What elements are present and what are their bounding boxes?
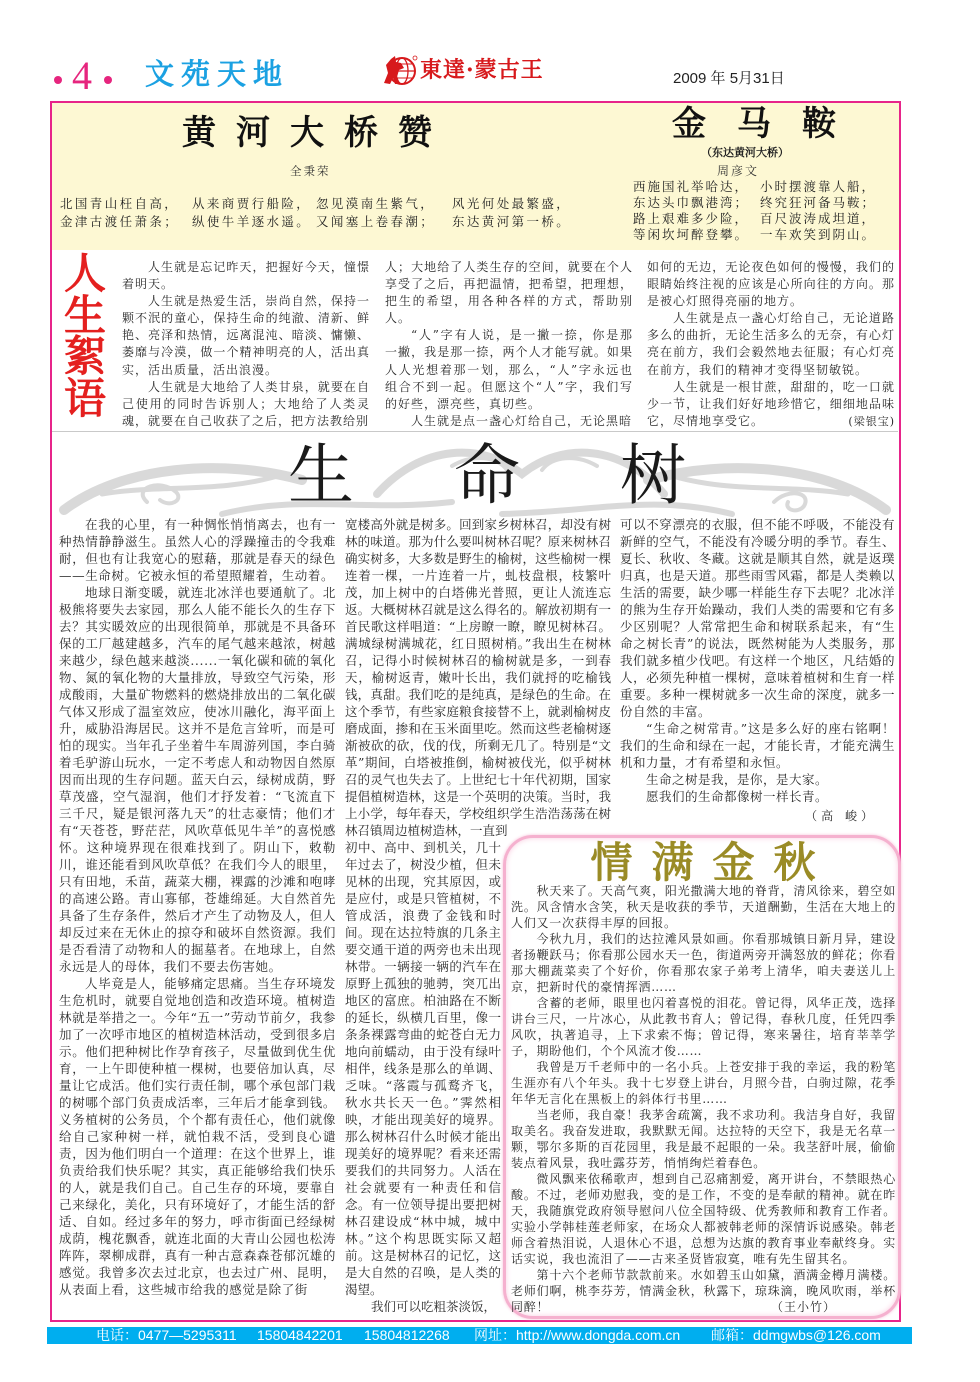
poem-line: 西施国礼举哈达，: [633, 179, 750, 194]
author-signature: （王小竹）: [770, 1300, 836, 1314]
article-column: [647, 259, 895, 430]
paragraph: 初中、高中、到机关，几十年过去了，树没少植，但未见林的出现，究其原因，或是应付，或是只管植树，不管成活，浪费了金钱和时间。现在达拉特旗的几条主要交通干道的两旁也未出现林带。一辆接一辆的汽车在原野上孤独的驰骋，突兀出地区的富庶。柏油路在不断的延长，纵横几百里，像一条条裸露弯曲的蛇苍白无力地向前蠕动，由于没有绿叶相伴，线条是那么的单调、乏味。“落霞与孤鹜齐飞，秋水共长天一色。”霁然相映，才能出现美好的境界。那么树林召什么时候才能出现美好的境界呢？看来还需要我们的共同努力。人活在社会就要有一种责任和信念。有一位领导提出要把树林召建设成“林中城，城中林。”这个构思既实际又超前。这是树林召的记忆，这是大自然的召唤，是人类的渴望。: [345, 840, 501, 1297]
paragraph: 愿我们的生命都像树一样长青。: [646, 789, 829, 804]
article-column: [345, 516, 611, 839]
article-title: 情满金秋: [590, 838, 835, 887]
paragraph: 微风飘来依稀歌声，想到自己忍痛割爱，离开讲台，不禁眼热心酸。不过，老师劝慰我，变的是工作，不变的是奉献的精神。就在昨天，我随旗党政府领导慰问八位全国特级、优秀教师和教育工作者。实验小学韩桂莲老师家，在场众人都被韩老师的深情诉说感染。韩老师含着热泪说，人退休心不退，总想为达旗的教育事业奉献终身。实话实说，我也流泪了——古来圣贤皆寂寞，唯有先生留其名。: [511, 1172, 896, 1266]
section-divider: [52, 431, 898, 432]
phone-number: 15804812268: [364, 1327, 450, 1343]
poem-line: 小时摆渡靠人船，: [760, 179, 877, 194]
paragraph: “人”字有人说，是一撇一捺，你是那一撇，我是那一捺，两个人才能写就。如果人人光想着那一划，那么，“人”字永远也组合不到一起。但愿这个“人”字，我们写的好些，漂亮些，真切些。: [385, 328, 633, 411]
issue-date: 2009 年 5月31日: [673, 70, 785, 87]
page-number: 4: [72, 53, 92, 98]
paragraph: 人生就是忘记昨天，把握好今天，憧憬着明天。: [122, 260, 370, 292]
website-label: 网址：: [474, 1327, 516, 1343]
paragraph-text: 第十六个老师节款款前来。水如碧玉山如黛，酒满金樽月满楼。老师们啊，桃李芬芳，情满金秋，秋露下，琼珠滴，晚风吹雨，举杯同醉！: [511, 1268, 896, 1314]
poem-line: 金津古渡任萧条；: [60, 214, 180, 229]
paragraph: 人生就是点一盏心灯给自己，无论道路多么的曲折，无论生活多么的无奈，有心灯亮在前方，我们会毅然地去征服；有心灯亮在前方，我们的精神才变得坚韧敏锐。: [647, 311, 895, 377]
poem-author: 全秉荣: [290, 164, 331, 178]
paragraph: 含蓄的老师，眼里也闪着喜悦的泪花。曾记得，风华正茂，选择讲台三尺，一片冰心，从此教书育人；曾记得，春秋几度，任凭四季风吹，执著追寻，上下求索不悔；曾记得，寒来暑往，培育莘莘学子，期盼他们，个个风流才俊……: [511, 996, 896, 1058]
poem-line: 一车欢笑到阴山。: [760, 227, 877, 242]
email-link[interactable]: ddmgwbs@126.com: [753, 1327, 881, 1343]
poem-column: [452, 195, 571, 231]
poem-subtitle: （东达黄河大桥）: [701, 147, 789, 159]
paragraph: 人生就是点一盏心灯给自己，无论黑暗: [411, 413, 633, 428]
phone-number: 15804842201: [257, 1327, 343, 1343]
website-link[interactable]: http://www.dongda.com.cn: [516, 1327, 681, 1343]
poem-author: 周彦文: [716, 164, 759, 178]
paragraph: 在我的心里，有一种惆怅悄悄离去，也有一种热情静静滋生。虽然人心的浮躁撞击的令我难耐，但也有让我宽心的慰藉，那就是春天的绿色——生命树。它被永恒的希望照耀着，生动着。: [59, 517, 336, 583]
paragraph: 如何的无边，无论夜色如何的慢慢，我们的眼睛始终注视的应该是心所向往的方向。那是被心灯照得亮丽的地方。: [647, 260, 895, 309]
bullet-dot-icon: [54, 76, 62, 84]
poem-column: [192, 195, 311, 231]
poem-line: 从来商贾行船险，: [192, 196, 312, 211]
article-column: [620, 516, 895, 825]
phone-info: [96, 1327, 237, 1344]
paragraph: 可以不穿漂亮的衣服，但不能不呼吸，不能没有新鲜的空气，不能没有冷暖分明的季节。春生、夏长、秋收、冬藏。这就是顺其自然，就是返璞归真，也是天道。那些雨雪风霜，都是人类赖以生活的需要，缺少哪一样能生存下去呢？北冰洋的熊为生存开始躁动，我们人类的需要和它有多少区别呢？人常常把生命和树联系起来，有“生命之树长青”的说法，既然树能为人类服务，那我们就多植少伐吧。有这样一个地区，凡结婚的人，必须先种植一棵树，意味着植树和生育一样重要。多种一棵树就多一次生命的深度，就多一份自然的丰富。: [620, 517, 895, 719]
article-column: [385, 259, 633, 430]
paragraph: 秋天来了。天高气爽，阳光撒满大地的脊背，清风徐来，碧空如洗。风含情水含笑，秋天是收获的季节，天道酬勤，生活在大地上的人们又一次获得丰厚的回报。: [511, 884, 896, 930]
phone-label: 电话：: [96, 1327, 138, 1343]
paragraph: 今秋九月，我们的达拉滩风景如画。你看那城镇日新月异，建设者扬鞭跃马；你看那公园水天一色，街道两旁开满怒放的鲜花；你看那大棚蔬菜卖了个好价，你看那农家子弟考上清华，咱夫妻送儿上京，把新时代的豪情挥洒……: [511, 932, 896, 994]
poem-title: 金马鞍: [672, 105, 867, 143]
poem-column: [60, 195, 179, 231]
article-title: 生命树: [288, 437, 786, 514]
author-signature: (梁银宝): [848, 414, 895, 428]
email-info: [711, 1327, 881, 1344]
paragraph: 我曾是万千老师中的一名小兵。上苍安排于我的幸运，我的粉笔生涯亦有八个年头。我十七岁登上讲台，月照今昔，白驹过隙，花季年华无言化在黑板上的斜体行书里……: [511, 1060, 896, 1106]
poem-line: 东达黄河第一桥。: [452, 214, 572, 229]
paragraph: 宽楼高外就是树多。回到家乡树林召，却没有树林的味道。那为什么要叫树林召呢？原来树林召确实树多，大多数是野生的榆树，这些榆树一棵连着一棵，一片连着一片，虬枝盘根，枝繁叶茂，加上树中的白塔佛光普照，更让人流连忘返。大概树林召就是这么得名的。解放初期有一首民歌这样唱道：“上房瞭一瞭，瞭见树林召。满城绿树满城花，红日照树梢。”我出生在树林召，记得小时候树林召的榆树就是多，一到春天，榆树返青，嫩叶长出，我们就捋的吃榆钱钱，真甜。我们吃的是纯真，是绿色的生命。在这个季节，有些家庭粮食接替不上，就剥榆树皮磨成面，掺和在玉米面里吃。然而这些老榆树逐渐被砍的砍，伐的伐，所剩无几了。特别是“文革”期间，白塔被推倒，榆树被伐光，似乎树林召的灵气也失去了。上世纪七十年代初期，国家提倡植树造林，这是一个英明的决策。当时，我上小学，每年春天，学校组织学生浩浩荡荡在树林召镇周边植树造林，一直到: [345, 517, 611, 838]
poem-column: [633, 179, 749, 243]
poem-line: 等闲坎坷醉登攀。: [633, 227, 750, 242]
paragraph: 人生就是热爱生活，崇尚自然，保持一颗不泯的童心，保持生命的纯澈、清新、鲜艳、亮泽和热情，远离混沌、暗淡、慵懒、萎靡与冷漠，做一个精神明亮的人，活出真实，活出质量，活出浪漫。: [122, 294, 370, 377]
poem-line: 风光何处最繁盛，: [452, 196, 572, 211]
website-info: [474, 1327, 680, 1344]
poem-title: 黄河大桥赞: [182, 113, 452, 153]
email-label: 邮箱：: [711, 1327, 753, 1343]
poem-column: [760, 179, 876, 243]
article-column: [122, 259, 370, 430]
poem-line: 路上艰难多少险，: [633, 211, 750, 226]
article-column: [345, 839, 501, 1315]
logo-emblem-icon: [382, 53, 418, 87]
poem-line: 北国青山枉自高，: [60, 196, 180, 211]
poem-line: 纵使牛羊逐水遥。: [192, 214, 312, 229]
paragraph: 人生就是大地给了人类甘泉，就要在自己使用的同时告诉别人；大地给了人类灵魂，就要在自己收获了之后，把方法教给别: [122, 379, 370, 428]
poem-line: 百尺波涛成坦道，: [760, 211, 877, 226]
paragraph: “生命之树常青。”这是多么好的座右铭啊！我们的生命和绿在一起，才能长青，才能充满生机和力量，才有希望和永恒。: [620, 721, 895, 770]
contact-footer: [47, 1327, 912, 1344]
poem-column: [316, 195, 435, 231]
paragraph: [511, 1267, 896, 1315]
section-title: 文苑天地: [145, 57, 290, 91]
article-heading: 人生絮语: [64, 250, 107, 422]
paragraph: 地球日渐变暖，就连北冰洋也要通航了。北极熊将要失去家园，那么人能不能长久的生存下去？其实暖效应的出现很简单，那就是不具备环保的工厂越建越多，汽车的尾气越来越浓，树越来越少，绿色越来越淡......一氧化碳和硫的氧化物、氮的氧化物的大量排放，导致空气污染，形成酸雨，大量矿物燃料的燃烧排放出的二氧化碳气体又形成了温室效应，使冰川融化，海平面上升，威胁沿海居民。这并不是危言耸听，而是可怕的现实。当年孔子坐着牛车周游列国，李白骑着毛驴游山玩水，一定不考虑人和动物因自然原因而出现的生存问题。蓝天白云，绿树成荫，野草茂盛，空气湿润，他们才抒发着：“飞流直下三千尺，疑是银河落九天”的壮志豪情；他们才有“天苍苍，野茫茫，风吹草低见牛羊”的喜悦感怀。这种境界现在很难找到了。阴山下，敕勒川，谁还能看到风吹草低？在我们今人的眼里，只有田地，禾苗，蔬菜大棚，裸露的沙滩和咆哮的高速公路。青山寡郁，苍雄绵延。大自然首先具备了生存条件，然后才产生了动物及人，但人却反过来在无休止的掠夺和破坏自然资源。我们是否看清了动物和人的掘墓者。在地球上，自然永远是人的母体，我们不要去伤害她。: [59, 585, 336, 974]
article-column: [59, 516, 336, 1298]
paragraph: 人；大地给了人类生存的空间，就要在个人享受了之后，再把温情，把希望，把理想，把生的希望，用各种各样的方式，帮助别人。: [385, 260, 633, 326]
phone-number: 0477—5295311: [138, 1327, 237, 1343]
paragraph: [647, 379, 895, 430]
paragraph-text: 人生就是一根甘蔗，甜甜的，吃一口就少一节，让我们好好地珍惜它，细细地品味它，尽情地享受它。: [647, 379, 895, 428]
author-signature: （高 峻）: [805, 809, 877, 823]
paragraph: 当老师，我自豪！我茅舍疏篱，我不求功利。我洁身自好，我留取美名。我奋发进取，我默默无闻。达拉特的天空下，我是无名草一颗，鄂尔多斯的百花园里，我是最不起眼的一朵。我茎舒叶展，偷偷装点着风景，我吐露芬芳，悄悄绚烂着春色。: [511, 1108, 896, 1170]
bullet-dot-icon: [104, 76, 112, 84]
golden-autumn-article: [511, 883, 896, 1315]
logo-text: 東達·蒙古王: [420, 57, 544, 83]
paragraph: 人毕竟是人，能够痛定思痛。当生存环境发生危机时，就要自觉地创造和改造环境。植树造林就是举措之一。今年“五一”劳动节前夕，我参加了一次呼市地区的植树造林活动，受到很多启示。他们把种树比作孕育孩子，尽量做到优生优育，一上午即使种植一棵树，也要倍加认真，尽量让它成活。他们实行责任制，哪个承包部门栽的树哪个部门负责成活率，三年后才能拿到钱。义务植树的公务员，个个都有责任心，他们就像给自己家种树一样，就怕栽不活，受到良心谴责，因为他们明白一个道理：在这个世界上，谁负责给我们快乐呢？其实，真正能够给我们快乐的人，就是我们自己。自己生存的环境，要靠自己来绿化，美化，只有环境好了，才能生活的舒适、自如。经过多年的努力，呼市街面已经绿树成荫，槐花飘香，就连北面的大青山公园也松涛阵阵，翠柳成群，真有一种古意森森苍郁沉雄的感觉。我曾多次去过北京，也去过广州、昆明，从表面上看，这些城市给我的感觉是除了街: [59, 976, 336, 1297]
poem-line: 又闻塞上卷春潮；: [316, 214, 436, 229]
poem-line: 终究狂河备马鞍；: [760, 195, 877, 210]
paragraph: 我们可以吃粗茶淡饭，: [371, 1299, 497, 1314]
poem-line: 东达头巾飘港湾；: [633, 195, 750, 210]
poem-line: 忽见漠南生紫气，: [316, 196, 436, 211]
paragraph: 生命之树是我，是你，是大家。: [646, 772, 829, 787]
